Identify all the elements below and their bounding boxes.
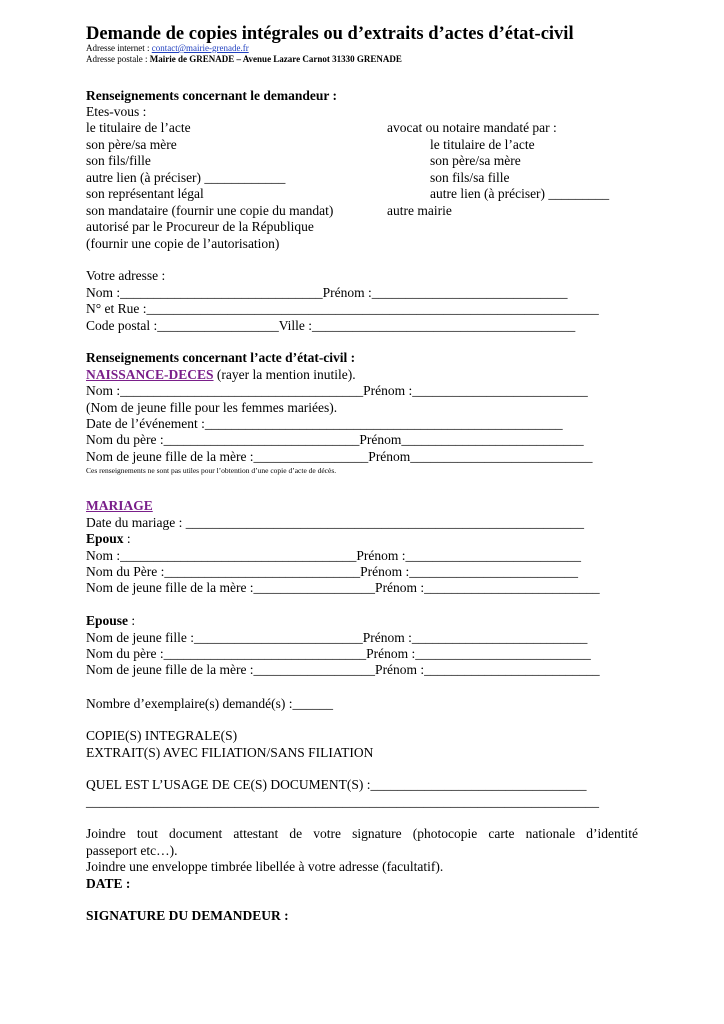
epoux-colon: : [123, 531, 131, 546]
epoux-pere-field[interactable]: Nom du Père :_____________________________Prénom :_________________________ [86, 564, 578, 579]
signature-label: SIGNATURE DU DEMANDEUR : [86, 908, 289, 923]
join-signature-note-cont: passeport etc…). [86, 843, 178, 858]
acte-pere-field[interactable]: Nom du père :_____________________________Prénom___________________________ [86, 432, 584, 447]
option-mandataire[interactable] [86, 203, 333, 220]
option-label: autre lien (à préciser) ____________ [86, 170, 286, 185]
usage-line-2[interactable]: ____________________________________________________________________________ [86, 794, 599, 809]
acte-nom-field[interactable]: Nom :____________________________________Prénom :__________________________ [86, 383, 588, 398]
adresse-cp-ville-field[interactable]: Code postal :__________________Ville :_______________________________________ [86, 318, 576, 333]
option-label: COPIE(S) INTEGRALE(S) [86, 728, 238, 743]
naissance-deces-title: NAISSANCE-DECES [86, 367, 214, 382]
sub-option-titulaire[interactable] [430, 137, 535, 154]
adresse-label: Votre adresse : [86, 268, 166, 283]
option-label: le titulaire de l’acte [430, 137, 535, 152]
internet-label: Adresse internet : [86, 43, 152, 53]
option-label: son représentant légal [86, 186, 204, 201]
option-representant[interactable] [86, 186, 204, 203]
naissance-deces-note: (rayer la mention inutile). [213, 367, 356, 382]
epouse-label: Epouse [86, 613, 129, 628]
epouse-pere-field[interactable]: Nom du père :______________________________Prénom :__________________________ [86, 646, 591, 661]
epouse-nom-field[interactable]: Nom de jeune fille :_________________________Prénom :__________________________ [86, 630, 588, 645]
date-label: DATE : [86, 876, 131, 891]
option-label: autre mairie [387, 203, 452, 218]
option-copie-integrale[interactable] [86, 728, 237, 745]
mariage-title: MARIAGE [86, 498, 153, 513]
page-title: Demande de copies intégrales ou d’extraits d’actes d’état-civil [86, 24, 574, 44]
sub-option-autre-lien[interactable] [430, 186, 609, 203]
option-label: EXTRAIT(S) AVEC FILIATION/SANS FILIATION [86, 745, 374, 760]
etes-vous-label: Etes-vous : [86, 104, 147, 119]
adresse-rue-field[interactable]: N° et Rue :___________________________________________________________________ [86, 301, 599, 316]
option-extrait[interactable] [86, 745, 373, 762]
epoux-label: Epoux [86, 531, 124, 546]
acte-heading: Renseignements concernant l’acte d’état-civil : [86, 350, 356, 365]
option-label: le titulaire de l’acte [86, 120, 191, 135]
option-label: son père/sa mère [430, 153, 521, 168]
epouse-label-line [86, 613, 135, 629]
usage-field[interactable]: QUEL EST L’USAGE DE CE(S) DOCUMENT(S) :________________________________ [86, 777, 587, 792]
deces-note: Ces renseignements ne sont pas utiles pour l’obtention d’une copie d’acte de décès. [86, 466, 337, 475]
option-autre-lien[interactable] [86, 170, 285, 187]
date-mariage-field[interactable]: Date du mariage : ___________________________________________________________ [86, 515, 584, 530]
naissance-deces-line [86, 367, 356, 383]
option-label: son mandataire (fournir une copie du mandat) [86, 203, 334, 218]
epouse-mere-field[interactable]: Nom de jeune fille de la mère :__________________Prénom :__________________________ [86, 662, 600, 677]
join-signature-note: Joindre tout document attestant de votre signature (photocopie carte nationale d’identité [86, 826, 638, 841]
option-titulaire[interactable] [86, 120, 191, 137]
demandeur-heading: Renseignements concernant le demandeur : [86, 88, 337, 103]
jeune-fille-note: (Nom de jeune fille pour les femmes mariées). [86, 400, 338, 415]
option-label: son fils/fille [86, 153, 151, 168]
procureur-line: autorisé par le Procureur de la République [86, 219, 314, 234]
option-avocat-notaire[interactable] [387, 120, 557, 137]
postal-label: Adresse postale : [86, 54, 150, 64]
email-link[interactable]: contact@mairie-grenade.fr [151, 43, 249, 53]
join-envelope-note: Joindre une enveloppe timbrée libellée à votre adresse (facultatif). [86, 859, 444, 874]
postal-value: Mairie de GRENADE – Avenue Lazare Carnot 31330 GRENADE [149, 54, 402, 64]
mariage-title-line [86, 498, 153, 514]
epoux-nom-field[interactable]: Nom :___________________________________Prénom :__________________________ [86, 548, 581, 563]
sub-option-pere-mere[interactable] [430, 153, 521, 170]
option-label: autre lien (à préciser) _________ [430, 186, 610, 201]
option-label: son fils/sa fille [430, 170, 510, 185]
option-autre-mairie[interactable] [387, 203, 452, 220]
autorisation-note: (fournir une copie de l’autorisation) [86, 236, 280, 251]
epoux-mere-field[interactable]: Nom de jeune fille de la mère :__________________Prénom :__________________________ [86, 580, 600, 595]
option-pere-mere[interactable] [86, 137, 177, 154]
option-label: son père/sa mère [86, 137, 177, 152]
date-evenement-field[interactable]: Date de l’événement :_____________________________________________________ [86, 416, 563, 431]
acte-mere-field[interactable]: Nom de jeune fille de la mère :_________________Prénom___________________________ [86, 449, 593, 464]
option-fils-fille[interactable] [86, 153, 151, 170]
postal-address [86, 54, 402, 65]
exemplaires-field[interactable]: Nombre d’exemplaire(s) demandé(s) :______ [86, 696, 334, 711]
epouse-colon: : [128, 613, 136, 628]
adresse-nom-prenom-field[interactable]: Nom :______________________________Prénom :_____________________________ [86, 285, 568, 300]
sub-option-fils-fille[interactable] [430, 170, 510, 187]
epoux-label-line [86, 531, 131, 547]
option-label: avocat ou notaire mandaté par : [387, 120, 557, 135]
internet-address [86, 43, 249, 54]
